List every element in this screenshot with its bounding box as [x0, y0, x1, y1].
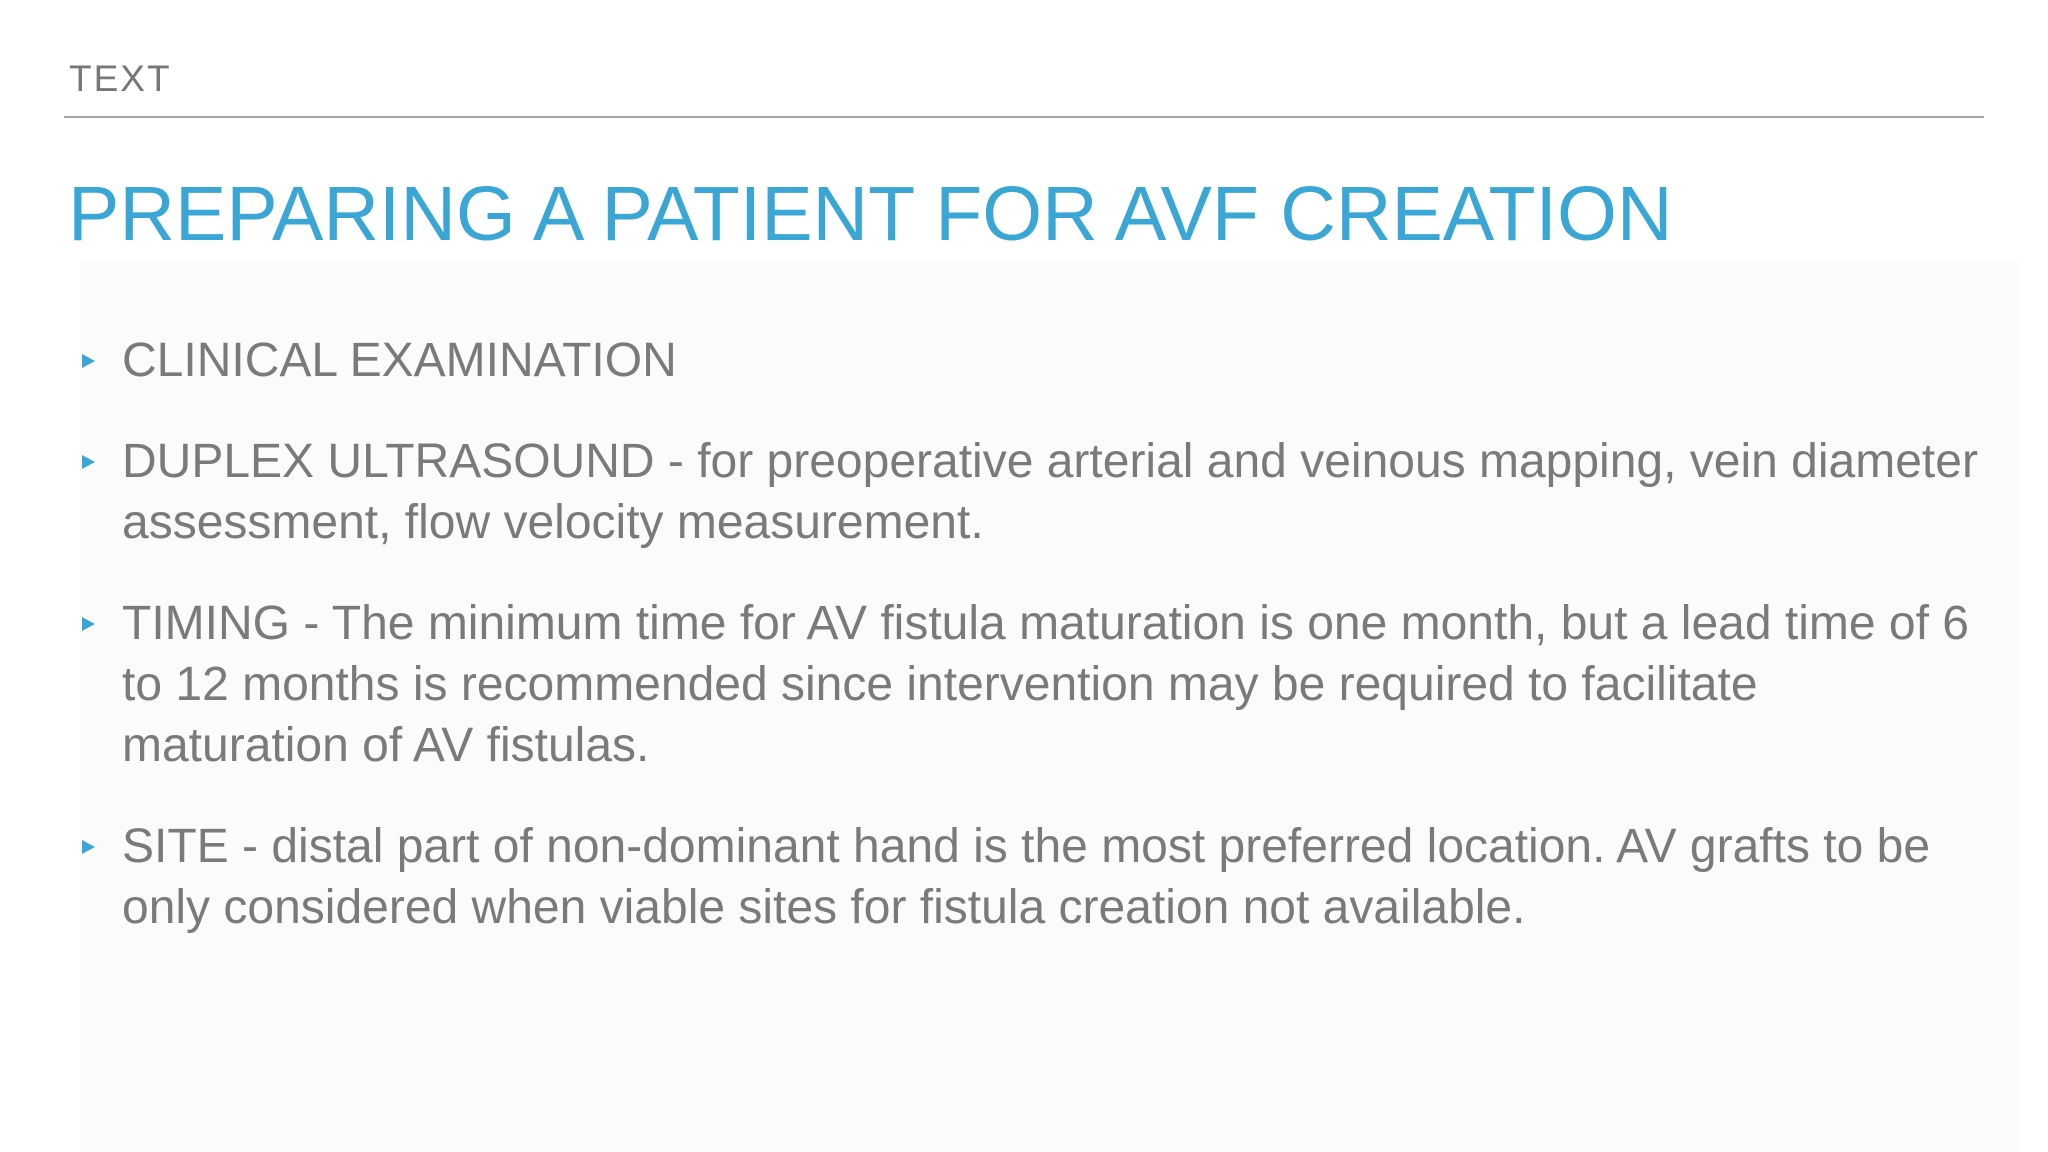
bullet-item-clinical-examination [80, 330, 1980, 391]
slide-title: PREPARING A PATIENT FOR AVF CREATION [68, 171, 1673, 257]
triangle-bullet-icon [82, 455, 95, 469]
bullet-item-duplex-ultrasound [80, 431, 1980, 553]
triangle-bullet-icon [82, 354, 95, 368]
bullet-text: TIMING - The minimum time for AV fistula maturation is one month, but a lead time of 6 to 12 months is recommended since intervention may be required to facilitate maturation of AV fistulas. [122, 597, 1969, 772]
bullet-text: SITE - distal part of non-dominant hand is the most preferred location. AV grafts to be only considered when viable sites for fistula creation not available. [122, 820, 1931, 934]
bullet-text: DUPLEX ULTRASOUND - for preoperative arterial and veinous mapping, vein diameter assessment, flow velocity measurement. [122, 435, 1978, 549]
triangle-bullet-icon [82, 617, 95, 631]
bullet-item-timing [80, 593, 1980, 776]
header-divider [64, 116, 1984, 118]
triangle-bullet-icon [82, 840, 95, 854]
bullet-text: CLINICAL EXAMINATION [122, 334, 677, 387]
bullet-item-site [80, 816, 1980, 938]
section-label: TEXT [69, 58, 172, 99]
bullet-list [80, 330, 1980, 978]
